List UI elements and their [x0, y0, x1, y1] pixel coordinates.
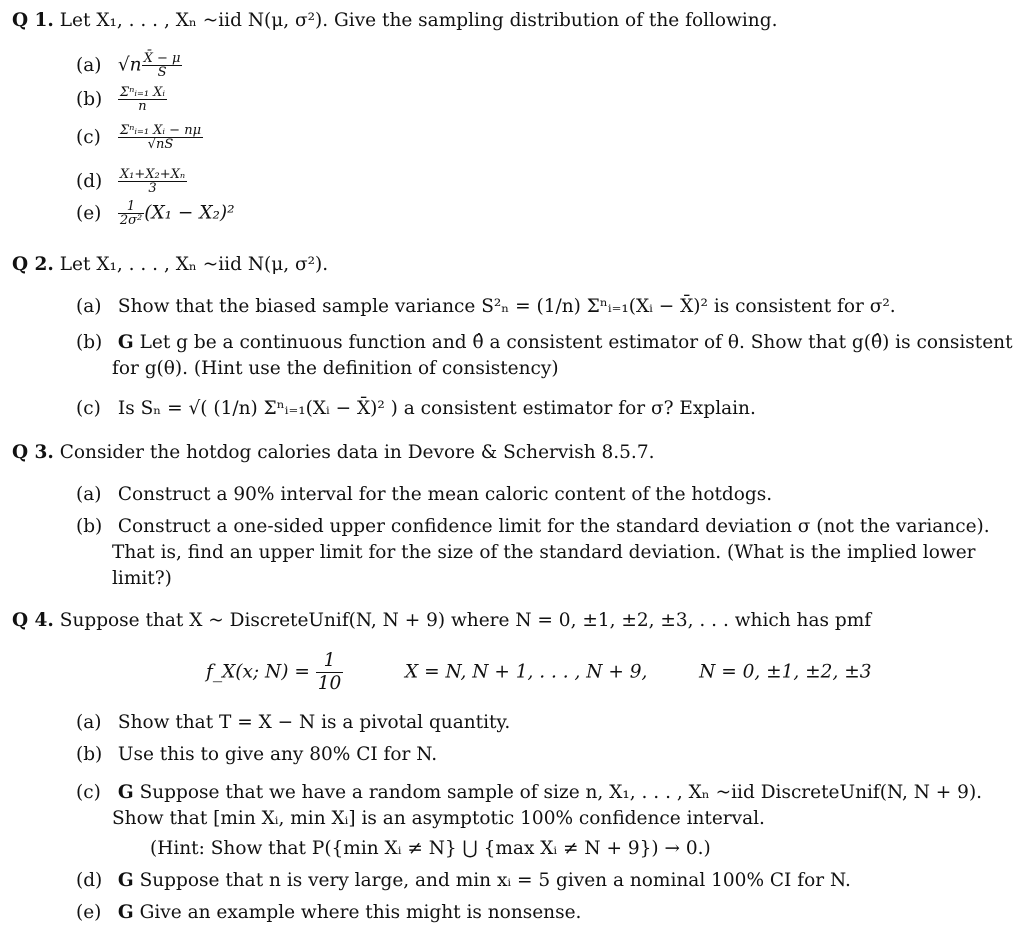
q1-item-b-fraction [118, 86, 167, 113]
q2-item-a [76, 296, 896, 317]
q4-number: Q 4. [12, 610, 54, 631]
q2-intro: Let X₁, . . . , Xₙ ~iid N(μ, σ²). [59, 254, 329, 275]
q3-item-b-cont1: That is, find an upper limit for the size of the standard deviation. (What is the implied lower [112, 542, 976, 563]
q4-pmf-fraction [316, 650, 344, 695]
q2-item-c-label: (c) [76, 398, 101, 419]
q4-item-a-label: (a) [76, 712, 102, 733]
q1-item-c [76, 124, 203, 151]
q2-item-b-cont: for g(θ). (Hint use the definition of consistency) [112, 358, 559, 379]
q3-item-b-text: Construct a one-sided upper confidence limit for the standard deviation σ (not the variance). [117, 516, 990, 537]
q1-item-d-fraction [118, 168, 187, 195]
q4-item-d [76, 870, 851, 891]
q1-item-c-fraction [118, 124, 203, 151]
q1-item-e-den: 2σ² [119, 213, 143, 228]
q4-pmf-lhs: f_X(x; N) = [206, 661, 310, 683]
q1-item-b-den: n [138, 99, 147, 114]
q1-item-d [76, 168, 187, 195]
q3-heading [12, 442, 654, 463]
q1-item-d-num: X₁+X₂+Xₙ [119, 167, 186, 182]
q4-item-b-text: Use this to give any 80% CI for N. [117, 744, 438, 765]
q4-item-c-cont: Show that [min Xᵢ, min Xᵢ] is an asymptotic 100% confidence interval. [112, 808, 765, 829]
q2-item-b-grad-marker: G [117, 332, 134, 353]
q4-item-b [76, 744, 437, 765]
q2-item-b-label: (b) [76, 332, 103, 353]
q4-pmf-support: X = N, N + 1, . . . , N + 9, [405, 661, 648, 683]
q4-item-c-label: (c) [76, 782, 101, 803]
q2-item-c-text: Is Sₙ = √( (1/n) Σⁿᵢ₌₁(Xᵢ − X̄)² ) a consistent estimator for σ? Explain. [117, 398, 756, 419]
q4-item-c [76, 782, 982, 803]
q2-item-b-text: Let g be a continuous function and θ̂ a consistent estimator of θ. Show that g(θ̂) is consistent [139, 332, 1013, 353]
q4-pmf-params: N = 0, ±1, ±2, ±3 [699, 661, 872, 683]
q1-item-c-label: (c) [76, 126, 101, 148]
q4-intro: Suppose that X ~ DiscreteUnif(N, N + 9) where N = 0, ±1, ±2, ±3, . . . which has pmf [59, 610, 872, 631]
q4-item-e-grad-marker: G [117, 902, 134, 923]
q4-pmf-den: 10 [317, 673, 342, 694]
q1-item-e-label: (e) [76, 202, 102, 224]
q1-item-d-den: 3 [148, 181, 157, 196]
q1-intro: Let X₁, . . . , Xₙ ~iid N(μ, σ²). Give the sampling distribution of the following. [59, 10, 778, 31]
q4-item-d-grad-marker: G [117, 870, 134, 891]
q1-item-a-fraction [142, 52, 183, 79]
q3-item-a [76, 484, 772, 505]
q4-item-b-label: (b) [76, 744, 103, 765]
q4-item-c-hint: (Hint: Show that P({min Xᵢ ≠ N} ⋃ {max Xᵢ ≠ N + 9}) → 0.) [150, 838, 711, 859]
q1-item-e [76, 200, 235, 227]
q1-item-b [76, 86, 167, 113]
q1-item-e-suffix: (X₁ − X₂)² [144, 202, 235, 224]
q2-item-c [76, 398, 756, 419]
q3-item-b [76, 516, 990, 537]
q1-item-a-label: (a) [76, 54, 102, 76]
q4-pmf-num: 1 [316, 650, 344, 673]
q1-heading [12, 10, 777, 31]
q2-item-b [76, 332, 1013, 353]
q4-pmf [206, 650, 871, 695]
q3-item-b-label: (b) [76, 516, 103, 537]
q1-item-b-num: Σⁿᵢ₌₁ Xᵢ [119, 85, 166, 100]
q4-item-e-label: (e) [76, 902, 102, 923]
q1-number: Q 1. [12, 10, 54, 31]
q1-item-c-num: Σⁿᵢ₌₁ Xᵢ − nμ [119, 123, 202, 138]
q2-number: Q 2. [12, 254, 54, 275]
q4-heading [12, 610, 871, 631]
q1-item-a-prefix: √n [117, 54, 142, 76]
q1-item-a-num: X̄ − μ [143, 51, 181, 66]
q4-item-a [76, 712, 510, 733]
q3-number: Q 3. [12, 442, 54, 463]
q4-item-a-text: Show that T = X − N is a pivotal quantity. [117, 712, 511, 733]
q1-item-e-fraction [118, 200, 144, 227]
q4-item-e [76, 902, 581, 923]
q3-intro: Consider the hotdog calories data in Devore & Schervish 8.5.7. [59, 442, 655, 463]
q2-heading [12, 254, 328, 275]
q1-item-e-num: 1 [118, 200, 144, 214]
q1-item-c-den: √nS [147, 137, 174, 152]
q1-item-d-label: (d) [76, 170, 103, 192]
q1-item-a-den: S [157, 65, 167, 80]
q2-item-a-text: Show that the biased sample variance S²ₙ = (1/n) Σⁿᵢ₌₁(Xᵢ − X̄)² is consistent for σ². [117, 296, 896, 317]
q1-item-b-label: (b) [76, 88, 103, 110]
q4-item-d-label: (d) [76, 870, 103, 891]
q4-item-d-text: Suppose that n is very large, and min xᵢ = 5 given a nominal 100% CI for N. [139, 870, 851, 891]
q1-item-a [76, 52, 182, 79]
q4-item-c-text: Suppose that we have a random sample of size n, X₁, . . . , Xₙ ~iid DiscreteUnif(N, N + 9). [139, 782, 983, 803]
q2-item-a-label: (a) [76, 296, 102, 317]
q3-item-a-text: Construct a 90% interval for the mean caloric content of the hotdogs. [117, 484, 773, 505]
q4-item-e-text: Give an example where this might is nonsense. [139, 902, 582, 923]
q3-item-b-cont2: limit?) [112, 568, 172, 589]
q4-item-c-grad-marker: G [117, 782, 134, 803]
q3-item-a-label: (a) [76, 484, 102, 505]
